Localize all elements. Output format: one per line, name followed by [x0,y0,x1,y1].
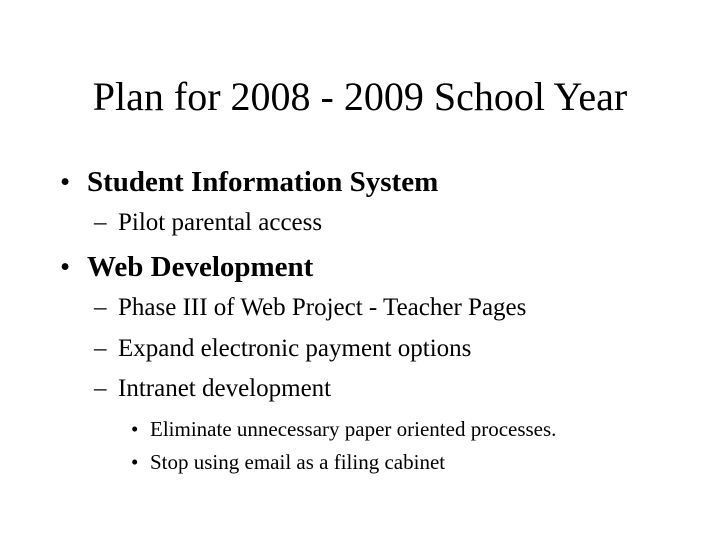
sub-item-text: Intranet development [118,375,332,402]
bullet-text: Student Information System [87,166,439,198]
sub-item-pilot-parental-access [94,207,322,239]
dash-marker: – [94,335,107,362]
sub-item-text: Pilot parental access [118,209,323,236]
sub-item-text: Phase III of Web Project - Teacher Pages [118,294,527,321]
slide-title: Plan for 2008 - 2009 School Year [92,74,628,119]
bullet-marker: • [60,251,71,283]
sub-sub-item-text: Stop using email as a filing cabinet [150,450,446,474]
sub-item-text: Expand electronic payment options [118,335,472,362]
sub-sub-item-stop-email [131,449,445,475]
bullet-marker: • [60,166,71,198]
sub-item-phase-iii [94,292,526,324]
bullet-item-web-development [60,249,313,285]
sub-sub-item-text: Eliminate unnecessary paper oriented processes. [150,417,557,441]
sub-item-expand-payment [94,333,471,365]
dash-marker: – [94,294,107,321]
bullet-marker: • [131,417,139,441]
bullet-item-student-information-system [60,164,438,200]
bullet-text: Web Development [87,251,314,283]
dash-marker: – [94,209,107,236]
sub-sub-item-eliminate-paper [131,416,556,442]
dash-marker: – [94,375,107,402]
bullet-marker: • [131,450,139,474]
sub-item-intranet-development [94,373,331,405]
